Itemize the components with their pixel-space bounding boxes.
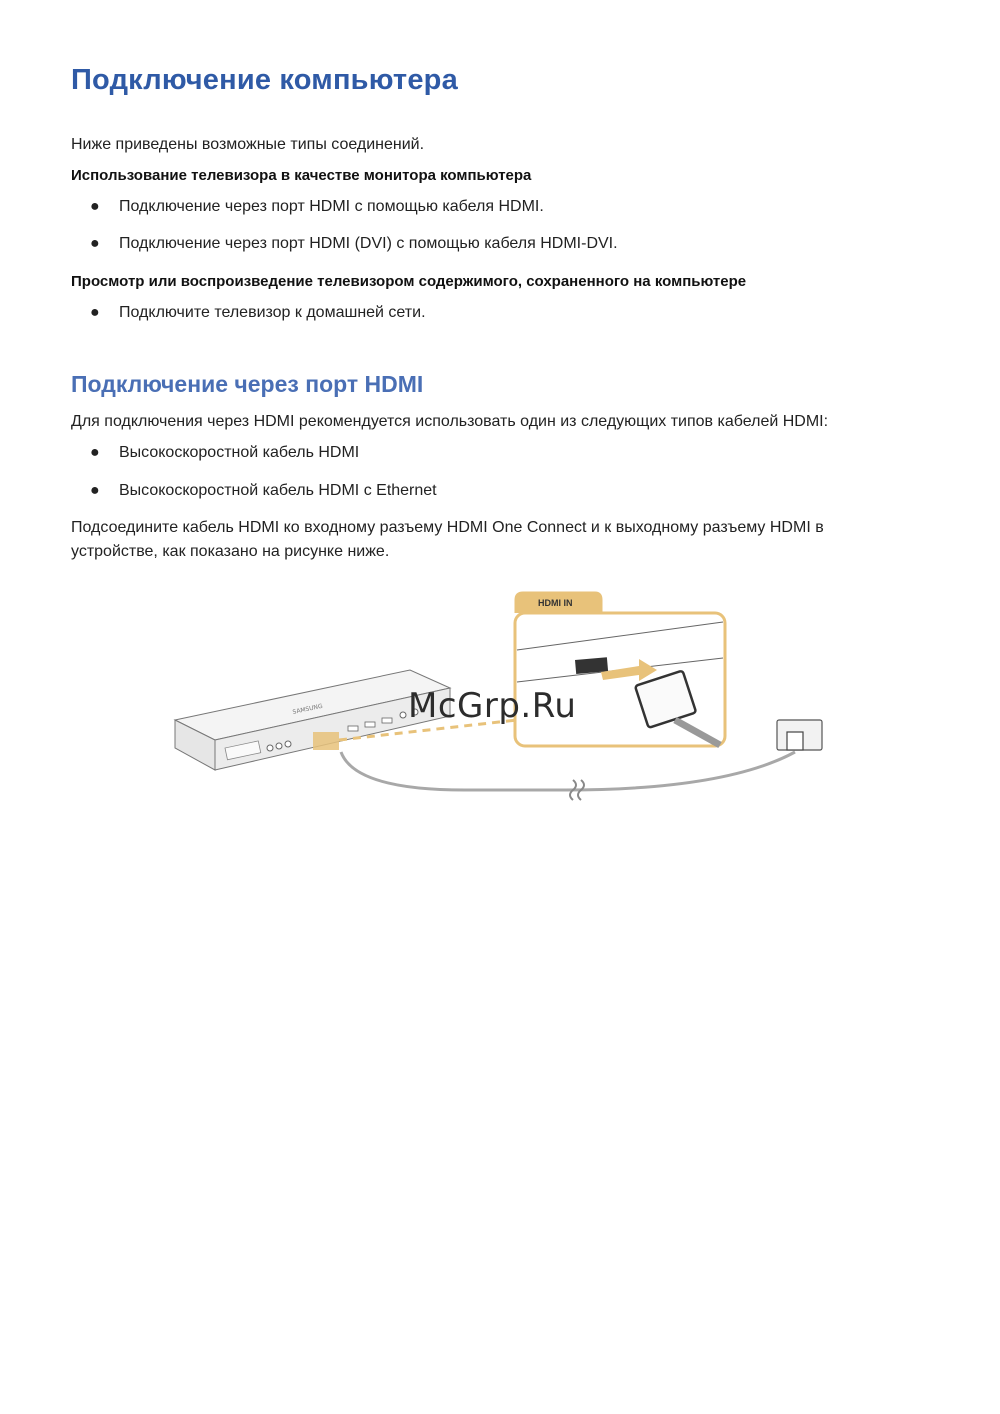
hdmi-section-title: Подключение через порт HDMI xyxy=(71,371,424,397)
bullet-icon: ● xyxy=(90,482,100,499)
watermark-text: McGrp.Ru xyxy=(408,686,577,726)
section1-heading: Использование телевизора в качестве монитора компьютера xyxy=(71,167,532,184)
hdmi-in-label: HDMI IN xyxy=(538,598,573,608)
bullet-icon: ● xyxy=(90,235,100,252)
bullet-icon: ● xyxy=(90,198,100,215)
hdmi-port-highlight xyxy=(313,732,339,750)
instruction-line-1: Подсоедините кабель HDMI ко входному разъему HDMI One Connect и к выходному разъему HDMI в xyxy=(71,519,824,536)
intro-text: Ниже приведены возможные типы соединений. xyxy=(71,136,425,153)
device-hdmi-connector xyxy=(777,720,822,750)
section2-heading: Просмотр или воспроизведение телевизором содержимого, сохраненного на компьютере xyxy=(71,273,747,290)
manual-page: Подключение компьютера Ниже приведены возможные типы соединений. Использование телевизора в качестве монитора компьютера ● Подключение через порт HDMI с помощью кабеля HDMI. ● Подключение через порт HDMI (DVI) с помощью кабеля HDMI-DVI. Просмотр или воспроизведение телевизором содержимого, сохраненного на компьютере ● Подключите телевизор к домашней сети. Подключение через порт HDMI Для подключения через HDMI рекомендуется использовать один из следующих типов кабелей HDMI: ● Высокоскоростной кабель HDMI ● Высокоскоростной кабель HDMI с Ethernet Подсоедините кабель HDMI ко входному разъему HDMI One Connect и к выходному разъему HDMI в устройстве, как показано на рисунке ниже. SAMSUNG HDMI IN McGrp.Ru xyxy=(0,0,1000,1414)
bullet-icon: ● xyxy=(90,444,100,461)
brand-label: SAMSUNG xyxy=(291,702,324,716)
hdmi-intro-text: Для подключения через HDMI рекомендуется использовать один из следующих типов кабелей HDMI: xyxy=(71,413,829,430)
bullet-icon: ● xyxy=(90,304,100,321)
page-title: Подключение компьютера xyxy=(71,64,458,96)
hdmi-cable xyxy=(341,752,795,790)
instruction-line-2: устройстве, как показано на рисунке ниже. xyxy=(71,543,390,560)
